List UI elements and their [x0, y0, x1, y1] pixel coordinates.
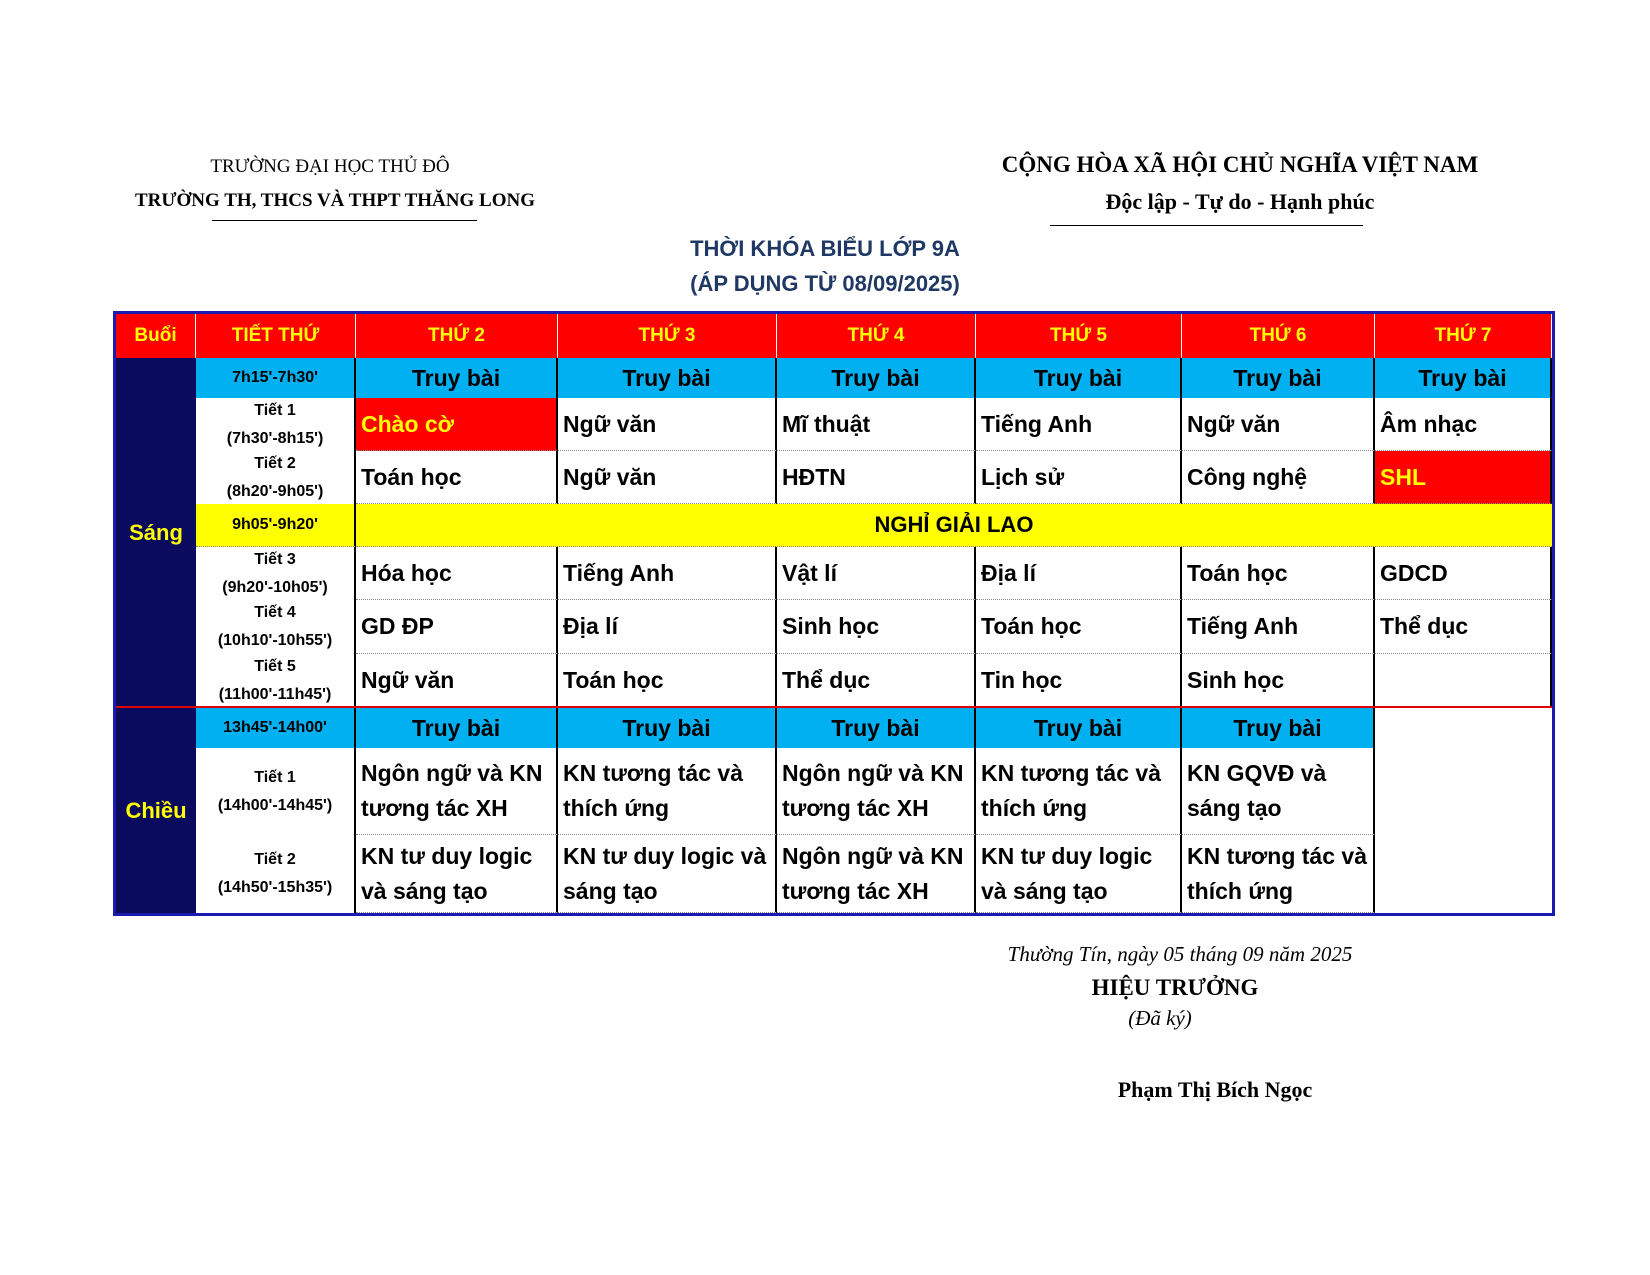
subject-line: KN tương tác và	[563, 760, 743, 786]
truy-bai-cell: Truy bài	[1182, 708, 1375, 748]
truy-bai-cell: Truy bài	[777, 358, 976, 398]
period-label	[196, 398, 356, 451]
subject-text	[563, 756, 743, 826]
subject-line: KN GQVĐ và	[1187, 760, 1327, 786]
subject-line: Ngôn ngữ và KN	[782, 760, 964, 786]
column-header-day: THỨ 2	[356, 314, 558, 358]
subject-cell: Ngữ văn	[1182, 398, 1375, 451]
session-morning: Sáng	[116, 358, 196, 708]
truy-bai-cell: Truy bài	[356, 358, 558, 398]
divider	[212, 220, 477, 221]
period-label	[196, 600, 356, 654]
period-time: (14h00'-14h45')	[217, 796, 333, 814]
subject-cell	[976, 748, 1182, 835]
subject-cell	[777, 748, 976, 835]
subject-cell	[1182, 835, 1375, 913]
subject-line: Ngôn ngữ và KN	[782, 842, 964, 869]
period-name: Tiết 1	[254, 401, 296, 419]
subject-line: tương tác XH	[361, 795, 508, 821]
subject-cell: Sinh học	[777, 600, 976, 654]
page-subtitle: (ÁP DỤNG TỪ 08/09/2025)	[690, 271, 960, 296]
subject-line: và sáng tạo	[981, 877, 1108, 904]
period-time: (7h30'-8h15')	[226, 429, 324, 447]
subject-cell: Lịch sử	[976, 451, 1182, 504]
subject-cell: Tiếng Anh	[558, 547, 777, 600]
break-banner: NGHỈ GIẢI LAO	[356, 504, 1552, 547]
subject-cell: Hóa học	[356, 547, 558, 600]
period-label	[196, 835, 356, 913]
timetable	[113, 311, 1555, 916]
subject-cell: Mĩ thuật	[777, 398, 976, 451]
subject-cell: Toán học	[356, 451, 558, 504]
column-header-day: THỨ 6	[1182, 314, 1375, 358]
truy-bai-cell: Truy bài	[777, 708, 976, 748]
subject-cell: Thể dục	[1375, 600, 1552, 654]
subject-cell: SHL	[1375, 451, 1552, 504]
subject-line: thích ứng	[563, 795, 670, 821]
subject-cell	[356, 835, 558, 913]
subject-text	[981, 839, 1152, 909]
subject-cell: Ngữ văn	[356, 654, 558, 708]
subject-cell	[558, 748, 777, 835]
subject-line: KN tư duy logic	[361, 842, 533, 869]
subject-line: tương tác XH	[782, 795, 929, 821]
column-header-day: THỨ 7	[1375, 314, 1552, 358]
national-motto: Độc lập - Tự do - Hạnh phúc	[1105, 189, 1375, 214]
subject-cell: Tin học	[976, 654, 1182, 708]
session-afternoon: Chiều	[116, 708, 196, 913]
subject-line: sáng tạo	[1187, 795, 1282, 821]
subject-cell: Toán học	[1182, 547, 1375, 600]
truy-bai-cell: Truy bài	[976, 358, 1182, 398]
subject-cell: Toán học	[976, 600, 1182, 654]
truy-bai-cell: Truy bài	[976, 708, 1182, 748]
signer-role: HIỆU TRƯỞNG	[1091, 975, 1259, 1000]
period-name: Tiết 4	[254, 604, 296, 621]
period-name: Tiết 2	[254, 454, 296, 472]
subject-cell: Âm nhạc	[1375, 398, 1552, 451]
period-name: Tiết 3	[254, 550, 296, 568]
period-time: (11h00'-11h45')	[218, 686, 332, 703]
period-time: (9h20'-10h05')	[222, 578, 328, 596]
subject-cell: Toán học	[558, 654, 777, 708]
subject-cell: Địa lí	[976, 547, 1182, 600]
subject-line: sáng tạo	[563, 877, 658, 904]
truy-bai-cell: Truy bài	[558, 708, 777, 748]
subject-cell: HĐTN	[777, 451, 976, 504]
subject-cell	[356, 748, 558, 835]
column-header-buoi: Buổi	[116, 314, 196, 358]
column-header-tiet: TIẾT THỨ	[196, 314, 356, 358]
truy-bai-cell: Truy bài	[1375, 358, 1552, 398]
period-time: (8h20'-9h05')	[226, 482, 324, 500]
period-name: Tiết 5	[254, 658, 296, 675]
subject-text	[563, 839, 766, 909]
subject-cell: Ngữ văn	[558, 451, 777, 504]
subject-text	[782, 756, 963, 826]
signer-name: Phạm Thị Bích Ngọc	[1117, 1077, 1313, 1102]
subject-line: KN tương tác và	[981, 760, 1161, 786]
subject-cell: Sinh học	[1182, 654, 1375, 708]
page-title: THỜI KHÓA BIỂU LỚP 9A	[690, 236, 960, 261]
university-name: TRƯỜNG ĐẠI HỌC THỦ ĐÔ	[210, 156, 450, 177]
signed-note: (Đã ký)	[1128, 1006, 1192, 1030]
subject-line: thích ứng	[1187, 877, 1294, 904]
subject-text	[1187, 839, 1367, 909]
subject-line: Ngôn ngữ và KN	[361, 760, 543, 786]
time-slot-label: 13h45'-14h00'	[196, 708, 356, 748]
truy-bai-cell: Truy bài	[558, 358, 777, 398]
country-name: CỘNG HÒA XÃ HỘI CHỦ NGHĨA VIỆT NAM	[1001, 152, 1479, 177]
period-label	[196, 748, 356, 835]
subject-cell: Chào cờ	[356, 398, 558, 451]
column-header-day: THỨ 3	[558, 314, 777, 358]
subject-cell: Thể dục	[777, 654, 976, 708]
subject-cell: Tiếng Anh	[1182, 600, 1375, 654]
subject-cell	[1182, 748, 1375, 835]
subject-cell: Tiếng Anh	[976, 398, 1182, 451]
truy-bai-cell: Truy bài	[356, 708, 558, 748]
subject-text	[361, 756, 542, 826]
column-header-day: THỨ 4	[777, 314, 976, 358]
period-time: (10h10'-10h55')	[217, 632, 333, 649]
time-slot-label: 7h15'-7h30'	[196, 358, 356, 398]
period-time: (14h50'-15h35')	[217, 879, 333, 896]
truy-bai-cell: Truy bài	[1182, 358, 1375, 398]
issue-date: Thường Tín, ngày 05 tháng 09 năm 2025	[1007, 942, 1353, 966]
subject-cell: Địa lí	[558, 600, 777, 654]
period-label	[196, 451, 356, 504]
subject-line: KN tương tác và	[1187, 842, 1367, 869]
subject-cell	[777, 835, 976, 913]
subject-text	[1187, 756, 1326, 826]
subject-line: và sáng tạo	[361, 877, 488, 904]
subject-line: KN tư duy logic	[981, 842, 1153, 869]
session-divider	[116, 706, 1552, 708]
subject-cell: Vật lí	[777, 547, 976, 600]
period-label	[196, 654, 356, 708]
subject-cell	[1375, 654, 1552, 708]
subject-text	[361, 839, 532, 909]
subject-cell: GDCD	[1375, 547, 1552, 600]
subject-line: KN tư duy logic và	[563, 842, 767, 869]
break-time: 9h05'-9h20'	[196, 504, 356, 547]
subject-cell: Ngữ văn	[558, 398, 777, 451]
period-label	[196, 547, 356, 600]
subject-line: thích ứng	[981, 795, 1088, 821]
subject-cell	[558, 835, 777, 913]
subject-line: tương tác XH	[782, 877, 929, 904]
subject-cell	[976, 835, 1182, 913]
column-header-day: THỨ 5	[976, 314, 1182, 358]
divider	[1050, 225, 1363, 226]
school-name: TRƯỜNG TH, THCS VÀ THPT THĂNG LONG	[135, 190, 535, 211]
period-name: Tiết 2	[254, 851, 296, 868]
subject-text	[782, 839, 963, 909]
period-name: Tiết 1	[254, 768, 296, 786]
subject-text	[981, 756, 1161, 826]
subject-cell: Công nghệ	[1182, 451, 1375, 504]
subject-cell: GD ĐP	[356, 600, 558, 654]
